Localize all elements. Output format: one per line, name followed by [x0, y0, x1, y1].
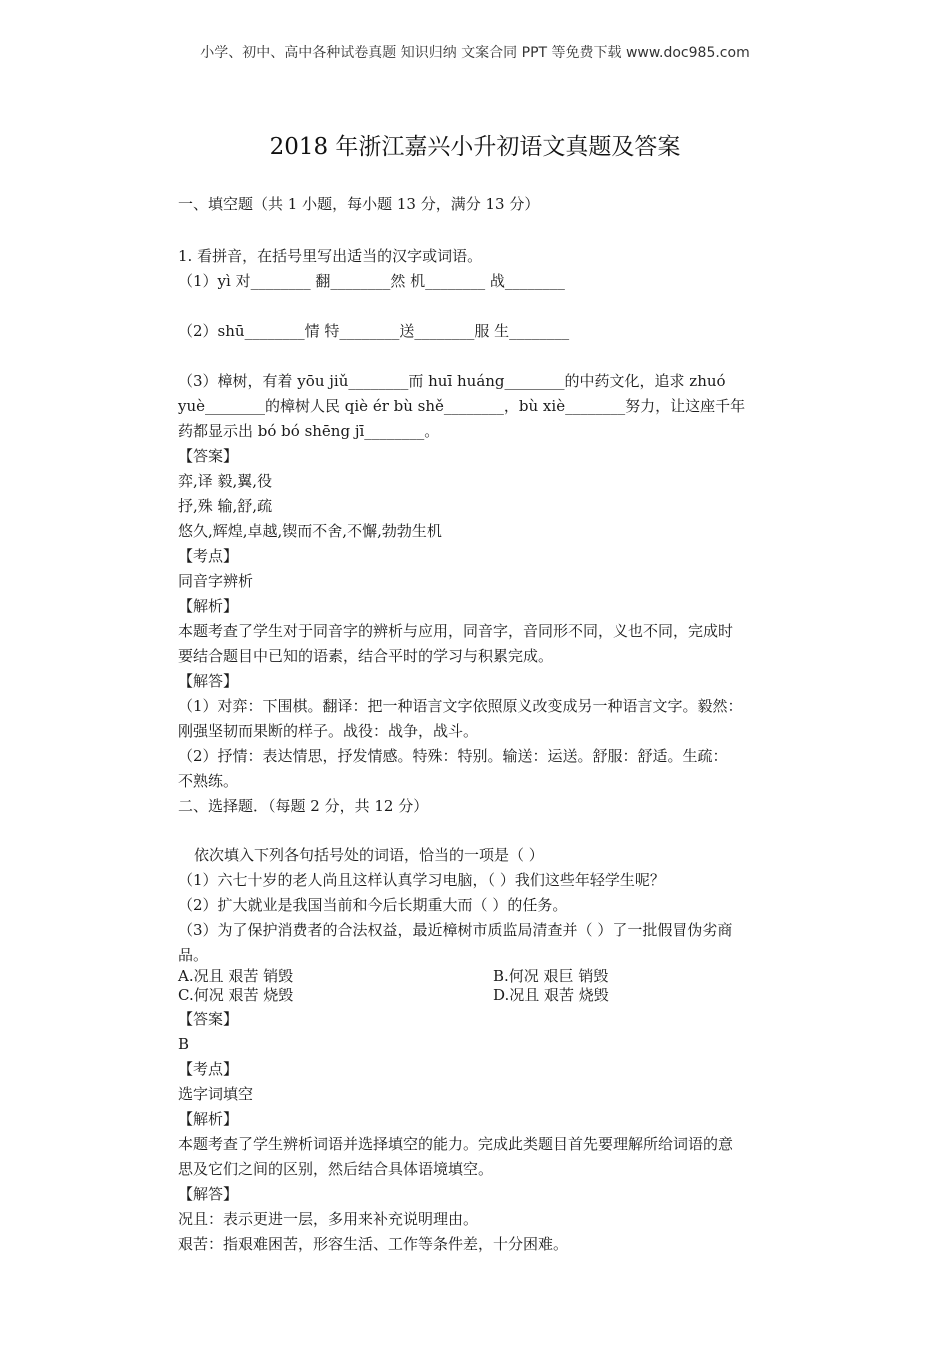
analysis-label: 【解析】 — [178, 1110, 239, 1128]
page-header-banner: 小学、初中、高中各种试卷真题 知识归纳 文案合同 PPT 等免费下载 www.doc985.com — [200, 45, 750, 61]
answer-line: 弈,译 毅,翼,役 — [178, 472, 273, 490]
question-1-item-2: （2）shū________情 特________送________服 生________ — [178, 322, 570, 340]
analysis-label: 【解析】 — [178, 597, 239, 615]
solution-line: 不熟练。 — [178, 772, 239, 790]
answer-line: 抒,殊 输,舒,疏 — [178, 497, 273, 515]
question-1-item-3-line-3: 药都显示出 bó bó shēng jī________。 — [178, 422, 440, 440]
solution-line: 艰苦：指艰难困苦，形容生活、工作等条件差，十分困难。 — [178, 1235, 569, 1253]
option-c: C.何况 艰苦 烧毁 — [178, 986, 294, 1004]
answer-line: 悠久,辉煌,卓越,锲而不舍,不懈,勃勃生机 — [178, 522, 442, 540]
analysis-line: 本题考查了学生对于同音字的辨析与应用，同音字，音同形不同，义也不同，完成时 — [178, 622, 734, 640]
option-b: B.何况 艰巨 销毁 — [493, 967, 609, 985]
solution-label: 【解答】 — [178, 1185, 239, 1203]
knowledge-point-label: 【考点】 — [178, 1060, 239, 1078]
option-a: A.况且 艰苦 销毁 — [178, 967, 294, 985]
answer-value: B — [178, 1035, 190, 1053]
solution-line: 况且：表示更进一层，多用来补充说明理由。 — [178, 1210, 479, 1228]
question-1-prompt: 1. 看拼音，在括号里写出适当的汉字或词语。 — [178, 247, 483, 265]
knowledge-point: 同音字辨析 — [178, 572, 254, 590]
analysis-line: 要结合题目中已知的语素，结合平时的学习与积累完成。 — [178, 647, 554, 665]
knowledge-point-label: 【考点】 — [178, 547, 239, 565]
question-2-sentence-3-line-1: （3）为了保护消费者的合法权益，最近樟树市质监局清查并（ ）了一批假冒伪劣商 — [178, 921, 733, 939]
solution-line: （2）抒情：表达情思，抒发情感。特殊：特别。输送：运送。舒服：舒适。生疏： — [178, 747, 728, 765]
answer-label: 【答案】 — [178, 447, 239, 465]
question-1-item-1: （1）yì 对________ 翻________然 机________ 战________ — [178, 272, 565, 290]
section2-heading: 二、选择题．（每题 2 分，共 12 分） — [178, 797, 429, 815]
document-title: 2018 年浙江嘉兴小升初语文真题及答案 — [269, 134, 681, 160]
question-2-sentence-2: （2）扩大就业是我国当前和今后长期重大而（ ）的任务。 — [178, 896, 568, 914]
option-d: D.况且 艰苦 烧毁 — [493, 986, 609, 1004]
solution-line: 刚强坚韧而果断的样子。战役：战争，战斗。 — [178, 722, 479, 740]
question-2-prompt: 依次填入下列各句括号处的词语，恰当的一项是（ ） — [194, 846, 544, 864]
solution-line: （1）对弈：下围棋。翻译：把一种语言文字依照原义改变成另一种语言文字。毅然： — [178, 697, 743, 715]
answer-label: 【答案】 — [178, 1010, 239, 1028]
question-1-item-3-line-1: （3）樟树，有着 yōu jiǔ________而 huī huáng________的中药文化，追求 zhuó — [178, 372, 726, 390]
analysis-line: 本题考查了学生辨析词语并选择填空的能力。完成此类题目首先要理解所给词语的意 — [178, 1135, 734, 1153]
knowledge-point: 选字词填空 — [178, 1085, 254, 1103]
section1-heading: 一、填空题（共 1 小题，每小题 13 分，满分 13 分） — [178, 195, 540, 213]
question-2-sentence-1: （1）六七十岁的老人尚且这样认真学习电脑，（ ）我们这些年轻学生呢？ — [178, 871, 665, 889]
solution-label: 【解答】 — [178, 672, 239, 690]
question-1-item-3-line-2: yuè________的樟树人民 qiè ér bù shě________，bù xiè________努力，让这座千年 — [178, 397, 746, 415]
analysis-line: 思及它们之间的区别，然后结合具体语境填空。 — [178, 1160, 494, 1178]
question-2-sentence-3-line-2: 品。 — [178, 946, 209, 964]
